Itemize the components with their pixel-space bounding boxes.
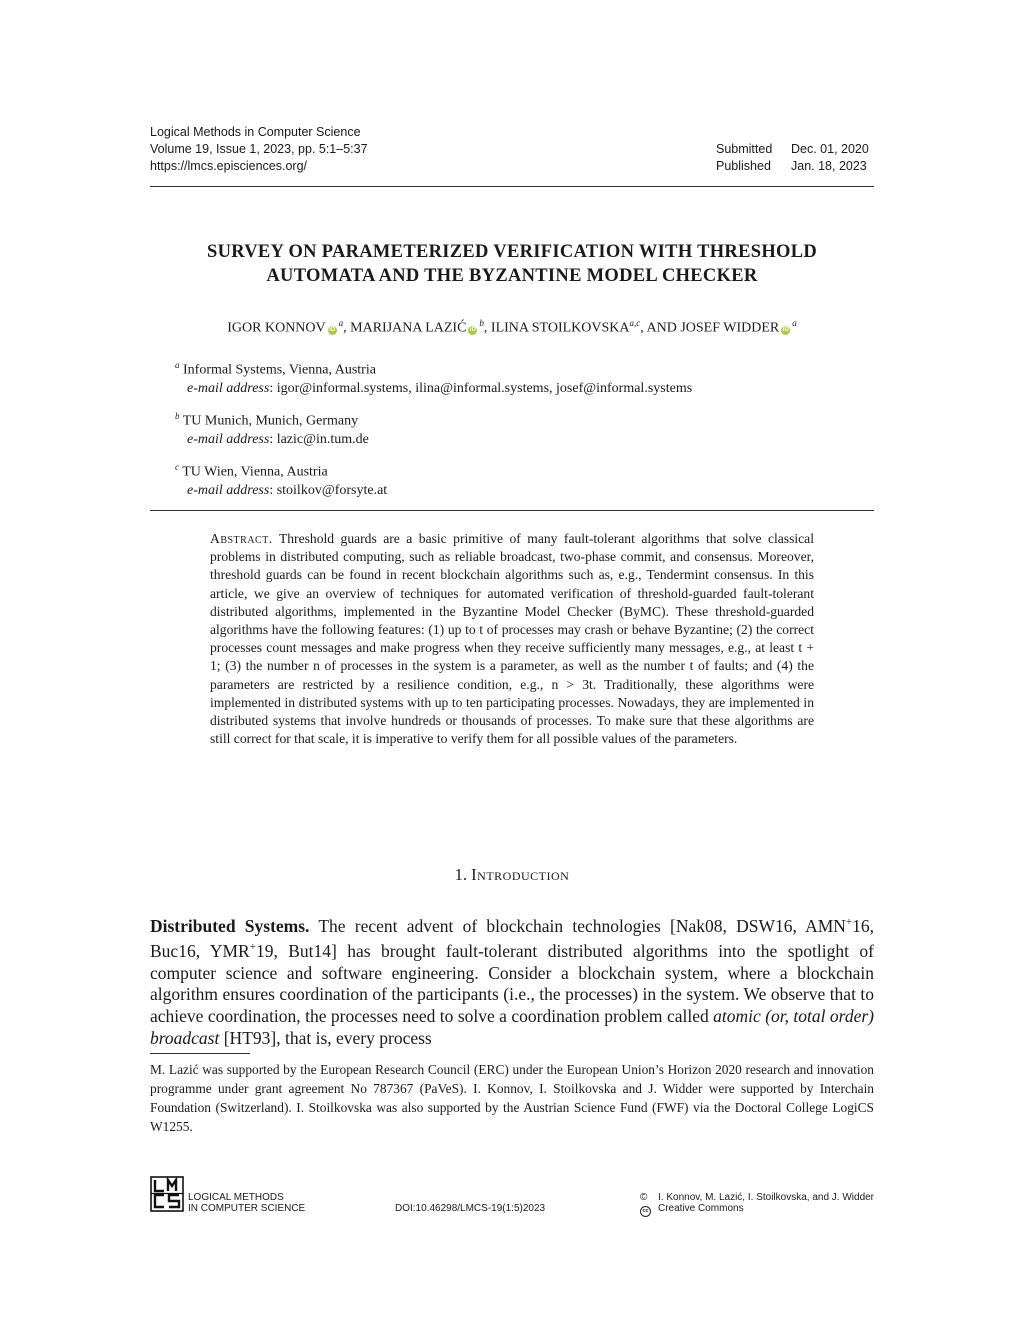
author-affiliation-mark: b — [479, 318, 484, 328]
section-title: Introduction — [471, 865, 570, 884]
intro-text: The recent advent of blockchain technologies [Nak08, DSW16, AMN — [318, 915, 846, 936]
footnote-rule — [150, 1053, 250, 1054]
superscript-plus: + — [249, 941, 256, 954]
affiliation-mark: a — [175, 360, 180, 370]
author-name: IGOR KONNOV — [227, 320, 326, 336]
author-name: ILINA STOILKOVSKA — [490, 320, 630, 336]
affiliation-mark: c — [175, 462, 179, 472]
author-affiliation-mark: a — [338, 318, 344, 328]
journal-url[interactable]: https://lmcs.episciences.org/ — [150, 159, 308, 173]
copyright-holders: I. Konnov, M. Lazić, I. Stoilkovska, and J. Widder — [658, 1192, 875, 1203]
author-affiliation-mark: a — [792, 318, 797, 328]
journal-volume: Volume 19, Issue 1, 2023, pp. 5:1–5:37 — [150, 142, 368, 156]
email-address[interactable]: igor@informal.systems, ilina@informal.systems, josef@informal.systems — [276, 380, 693, 396]
copyright-icon: © — [640, 1192, 648, 1203]
affiliation-a: $^a$ Informal Systems, Vienna, Austria e-mail address: igor@informal.systems, ilina@informal.systems, josef@informal.systems — [175, 360, 693, 396]
email-label: e-mail address — [187, 482, 270, 498]
doi[interactable]: DOI:10.46298/LMCS-19(1:5)2023 — [395, 1203, 546, 1214]
abstract — [210, 530, 814, 748]
paragraph-heading: Distributed Systems. — [150, 915, 310, 936]
lmcs-logo-text — [188, 1192, 305, 1214]
section-heading — [150, 865, 874, 885]
author-name: JOSEF WIDDER — [680, 320, 780, 336]
intro-text: [HT93], that is, every process — [219, 1027, 432, 1048]
affiliation-place: TU Munich, Munich, Germany — [182, 413, 359, 429]
funding-footnote: M. Lazić was supported by the European Research Council (ERC) under the European Union’s Horizon 2020 research and innovation programme under grant agreement No 787367 (PaVeS). I. Konnov, I. Stoilkovska and J. Widder were supported by Interchain Foundation (Switzerland). I. Stoilkovska was also supported by the Austrian Science Fund (FWF) via the Doctoral College LogiCS W1255. — [150, 1062, 874, 1134]
intro-emphasis: atomic (or, total order) broadcast — [150, 1006, 875, 1048]
affiliation-place: TU Wien, Vienna, Austria — [182, 464, 328, 480]
email-address[interactable]: stoilkov@forsyte.at — [276, 482, 388, 498]
affiliation-place: Informal Systems, Vienna, Austria — [183, 362, 376, 378]
published-date: Jan. 18, 2023 — [791, 159, 867, 173]
title-line-1: SURVEY ON PARAMETERIZED VERIFICATION WITH THRESHOLD — [206, 242, 817, 262]
email-address[interactable]: lazic@in.tum.de — [276, 431, 369, 447]
creative-commons-icon: cc — [640, 1206, 651, 1217]
logo-line-1: LOGICAL METHODS — [188, 1192, 284, 1203]
logo-line-2: IN COMPUTER SCIENCE — [188, 1203, 306, 1214]
journal-header — [150, 124, 368, 175]
journal-name: Logical Methods in Computer Science — [150, 125, 361, 139]
intro-paragraph — [150, 912, 874, 1049]
author-name: MARIJANA LAZIĆ — [350, 320, 467, 336]
published-label: Published — [716, 159, 771, 173]
superscript-plus: + — [845, 916, 853, 928]
affiliation-b: $^b$ TU Munich, Munich, Germany e-mail address: lazic@in.tum.de — [175, 411, 369, 447]
intro-text: 19, But14] has brought fault-tolerant distributed algorithms into the spotlight of computer science and software engineering. Consider a blockchain system, where a blockchain algorithm ensures coordination of the participants (i.e., the processes) in the system. We observe that to achieve coordination, the processes need to solve a coordination problem called — [150, 941, 874, 1027]
author-separator: , — [343, 320, 351, 336]
publication-dates — [716, 141, 869, 175]
author-separator: , AND — [640, 320, 681, 336]
abstract-label: Abstract. — [210, 531, 273, 546]
section-number: 1. — [454, 865, 468, 884]
author-affiliation-mark: a,c — [629, 318, 641, 328]
author-list — [150, 318, 874, 337]
copyright-block — [640, 1192, 874, 1217]
author-separator: , — [483, 320, 491, 336]
affiliation-rule — [150, 510, 874, 511]
orcid-icon[interactable]: iD — [329, 326, 336, 333]
orcid-icon[interactable]: iD — [782, 326, 789, 333]
title-line-2: AUTOMATA AND THE BYZANTINE MODEL CHECKER — [266, 266, 758, 286]
orcid-icon[interactable]: iD — [469, 326, 476, 333]
email-label: e-mail address — [187, 431, 270, 447]
abstract-text: Threshold guards are a basic primitive of many fault-tolerant algorithms that solve classical problems in distributed computing, such as reliable broadcast, two-phase commit, and consensus. Moreover, threshold guards can be found in recent blockchain algorithms such as, e.g., Tendermint consensus. In this article, we give an overview of techniques for automated verification of threshold-guarded fault-tolerant distributed algorithms, implemented in the Byzantine Model Checker (ByMC). These threshold-guarded algorithms have the following features: (1) up to t of processes may crash or behave Byzantine; (2) the correct processes count messages and make progress when they receive sufficiently many messages, e.g., at least t + 1; (3) the number n of processes in the system is a parameter, as well as the number t of faults; and (4) the parameters are restricted by a resilience condition, e.g., n > 3t. Traditionally, these algorithms were implemented in distributed systems with up to ten participating processes. Nowadays, they are implemented in distributed systems that involve hundreds or thousands of processes. To make sure that these algorithms are still correct for that scale, it is imperative to verify them for all possible values of the parameters. — [210, 531, 814, 747]
submitted-label: Submitted — [716, 142, 773, 156]
affiliation-c: $^c$ TU Wien, Vienna, Austria e-mail address: stoilkov@forsyte.at — [175, 462, 388, 498]
license-link[interactable]: Creative Commons — [658, 1203, 744, 1214]
lmcs-logo-icon — [150, 1176, 184, 1212]
intro-text: 16, Buc16, YMR — [150, 915, 875, 962]
paper-title — [150, 240, 874, 288]
affiliation-mark: b — [175, 411, 180, 421]
header-rule — [150, 186, 874, 187]
email-label: e-mail address — [187, 380, 270, 396]
submitted-date: Dec. 01, 2020 — [791, 142, 869, 156]
